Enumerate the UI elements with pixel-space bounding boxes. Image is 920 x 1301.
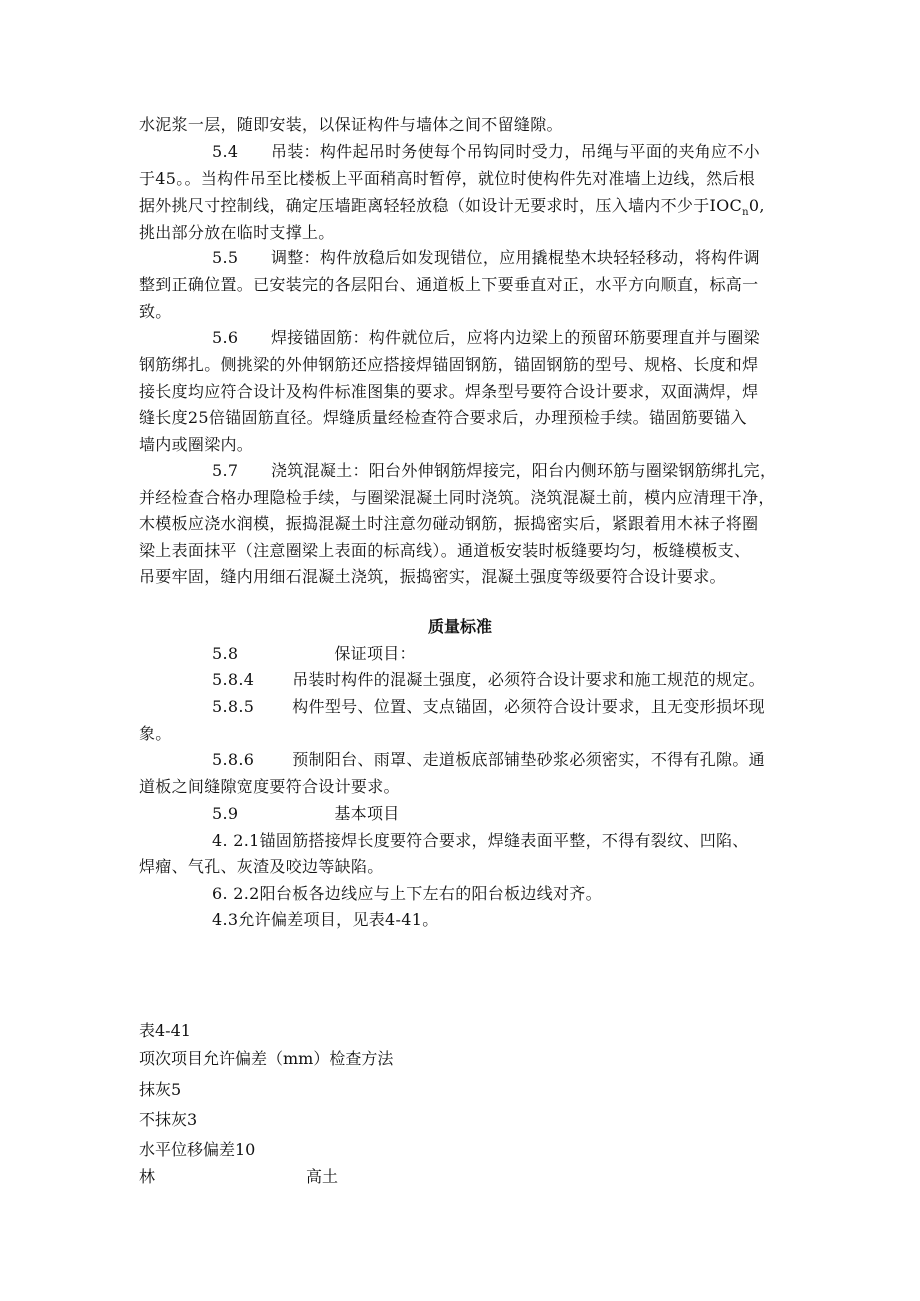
table-caption: 表4-41 [139, 1021, 191, 1040]
item-line: 象。 [139, 724, 172, 743]
paragraph-line: 钢筋绑扎。侧挑梁的外伸钢筋还应搭接焊锚固钢筋，锚固钢筋的型号、规格、长度和焊 [139, 355, 759, 374]
paragraph-line: 水泥浆一层，随即安装，以保证构件与墙体之间不留缝隙。 [139, 115, 563, 134]
table-row-right: 高土 [306, 1167, 339, 1186]
item-text: 构件型号、位置、支点锚固，必须符合设计要求，且无变形损坏现 [292, 697, 765, 716]
paragraph-line: 于45。。当构件吊至比楼板上平面稍高时暂停，就位时使构件先对准墙上边线，然后根 [139, 169, 756, 188]
paragraph-line: 接长度均应符合设计及构件标准图集的要求。焊条型号要符合设计要求，双面满焊，焊 [139, 382, 759, 401]
paragraph-line: 5.5 调整：构件放稳后如发现错位，应用撬棍垫木块轻轻移动，将构件调 [212, 248, 760, 267]
table-row: 不抹灰3 [139, 1110, 198, 1129]
item-number: 5.8.6 [212, 750, 255, 769]
item-line [212, 667, 872, 693]
item-line: 道板之间缝隙宽度要符合设计要求。 [139, 777, 400, 796]
item-line: 4. 2.1锚固筋搭接焊长度要符合要求，焊缝表面平整，不得有裂纹、凹陷、 [212, 831, 749, 850]
paragraph-line: 挑出部分放在临时支撑上。 [139, 223, 335, 242]
section-heading: 质量标准 [427, 617, 492, 636]
item-line [212, 747, 872, 773]
paragraph-line: 整到正确位置。已安装完的各层阳台、通道板上下要垂直对正，水平方向顺直，标高一 [139, 275, 759, 294]
paragraph-line: 缝长度25倍锚固筋直径。焊缝质量经检查符合要求后，办理预检手续。锚固筋要锚入 [139, 408, 747, 427]
item-text: 保证项目： [334, 644, 416, 663]
table-row: 抹灰5 [139, 1080, 182, 1099]
paragraph-line: 木模板应浇水润模，振捣混凝土时注意勿碰动钢筋，振捣密实后，紧跟着用木袜子将圈 [139, 514, 759, 533]
item-text: 预制阳台、雨罩、走道板底部铺垫砂浆必须密实，不得有孔隙。通 [292, 750, 765, 769]
item-text: 吊装时构件的混凝土强度，必须符合设计要求和施工规范的规定。 [292, 670, 765, 689]
table-row-left: 林 [139, 1167, 156, 1186]
item-line: 6. 2.2阳台板各边线应与上下左右的阳台板边线对齐。 [212, 884, 602, 903]
item-number: 5.8.5 [212, 697, 255, 716]
paragraph-text: 据外挑尺寸控制线，确定压墙距离轻轻放稳（如设计无要求时，压入墙内不少于IOC [139, 196, 743, 215]
paragraph-line: 5.4 吊装：构件起吊时务使每个吊钩同时受力，吊绳与平面的夹角应不小 [212, 142, 760, 161]
item-number: 5.9 [212, 804, 239, 823]
paragraph-tail: 0, [748, 196, 765, 215]
item-line [212, 801, 872, 827]
paragraph-line: 梁上表面抹平（注意圈梁上表面的标高线）。通道板安装时板缝要均匀，板缝模板支、 [139, 541, 751, 560]
item-line: 焊瘤、气孔、灰渣及咬边等缺陷。 [139, 857, 384, 876]
item-line [212, 641, 872, 667]
item-number: 5.8.4 [212, 670, 255, 689]
table-header: 项次项目允许偏差（mm）检查方法 [139, 1049, 394, 1068]
item-line: 4.3允许偏差项目，见表4-41。 [212, 910, 439, 929]
subscript-n: n [742, 207, 749, 219]
paragraph-line: 5.6 焊接锚固筋：构件就位后，应将内边梁上的预留环筋要理直并与圈梁 [212, 328, 760, 347]
paragraph-line: 墙内或圈梁内。 [139, 435, 254, 454]
paragraph-line: 吊要牢固，缝内用细石混凝土浇筑，振捣密实，混凝土强度等级要符合设计要求。 [139, 567, 726, 586]
item-line [212, 694, 872, 720]
paragraph-line: 5.7 浇筑混凝土：阳台外伸钢筋焊接完，阳台内侧环筋与圈梁钢筋绑扎完， [212, 461, 777, 480]
paragraph-line: 致。 [139, 302, 172, 321]
table-row: 水平位移偏差10 [139, 1140, 256, 1159]
item-number: 5.8 [212, 644, 239, 663]
item-text: 基本项目 [334, 804, 400, 823]
paragraph-line: 并经检查合格办理隐检手续，与圈梁混凝土同时浇筑。浇筑混凝土前，模内应清理干净， [139, 488, 775, 507]
